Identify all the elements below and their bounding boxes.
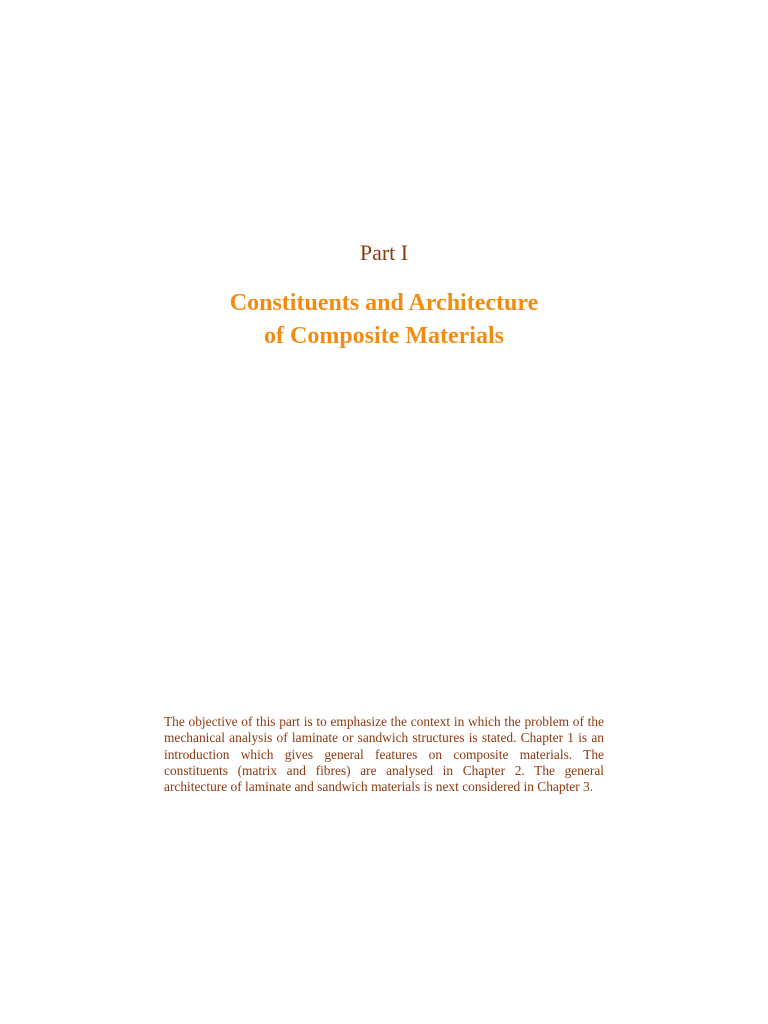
part-title-line-1: Constituents and Architecture xyxy=(229,290,539,316)
part-label: Part I xyxy=(359,240,409,265)
part-introduction-paragraph: The objective of this part is to emphasize the context in which the problem of the mechanical analysis of laminate or sandwich structures is stated. Chapter 1 is an introduction which gives general features on composite materials. The constituents (matrix and fibres) are analysed in Chapter 2. The general architecture of laminate and sandwich materials is next considered in Chapter 3. xyxy=(164,714,604,795)
part-title-line-2: of Composite Materials xyxy=(264,323,504,349)
part-title xyxy=(0,287,768,353)
